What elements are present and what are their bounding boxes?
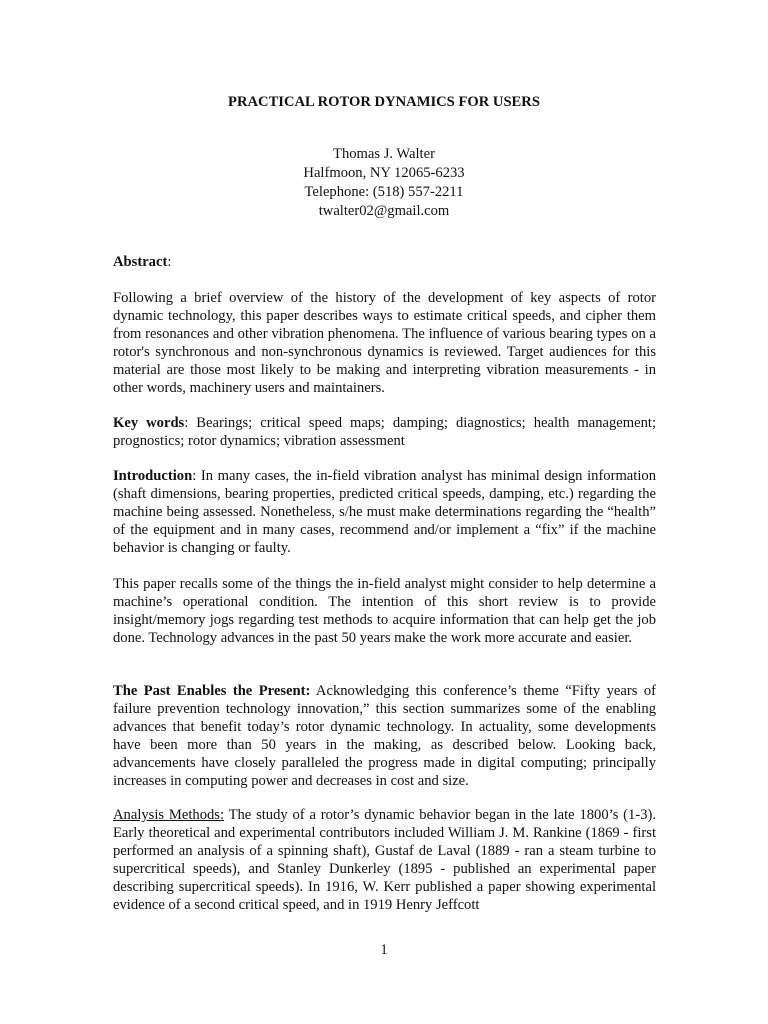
author-address: Halfmoon, NY 12065-6233 xyxy=(303,165,465,181)
author-email: twalter02@gmail.com xyxy=(318,203,450,219)
analysis-methods-label: Analysis Methods: xyxy=(113,807,225,823)
analysis-methods-paragraph xyxy=(113,806,656,914)
introduction-paragraph xyxy=(113,467,656,557)
introduction-text: : In many cases, the in-field vibration analyst has minimal design information (shaft dimensions, bearing properties, predicted critical speeds, damping, etc.) regarding the machine being assessed. Nonetheless, s/he must make determinations regarding the “health” of the equipment and in many cases, recommend and/or implement a “fix” if the machine behavior is changing or faulty. xyxy=(113,468,656,556)
recall-paragraph: This paper recalls some of the things the in-field analyst might consider to help determine a machine’s operational condition. The intention of this short review is to provide insight/memory jogs regarding test methods to acquire information that can help get the job done. Technology advances in the past 50 years make the work more accurate and easier. xyxy=(113,576,656,646)
past-section-text: Acknowledging this conference’s theme “Fifty years of failure prevention technology innovation,” this section summarizes some of the enabling advances that benefit today’s rotor dynamic technology. In actuality, some developments have been more than 50 years in the making, as described below. Looking back, advancements have closely paralleled the progress made in digital computing; principally increases in computing power and decreases in cost and size. xyxy=(113,683,656,789)
abstract-heading xyxy=(113,253,171,271)
keywords-label: Key words xyxy=(113,415,185,431)
past-section-label: The Past Enables the Present: xyxy=(113,683,311,699)
past-section-paragraph xyxy=(113,682,656,790)
analysis-methods-text: The study of a rotor’s dynamic behavior began in the late 1800’s (1-3). Early theoretical and experimental contributors included William J. M. Rankine (1869 - first performed an analysis of a spinning shaft), Gustaf de Laval (1889 - ran a steam turbine to supercritical speeds), and Stanley Dunkerley (1895 - published an experimental paper describing supercritical speeds). In 1916, W. Kerr published a paper showing experimental evidence of a second critical speed, and in 1919 Henry Jeffcott xyxy=(113,807,657,913)
abstract-heading-colon: : xyxy=(167,254,172,270)
introduction-label: Introduction xyxy=(113,468,193,484)
keywords-text: : Bearings; critical speed maps; damping; diagnostics; health management; prognostics; rotor dynamics; vibration assessment xyxy=(113,415,656,449)
author-telephone: Telephone: (518) 557-2211 xyxy=(304,184,464,200)
keywords-paragraph xyxy=(113,414,656,450)
author-block xyxy=(0,145,768,221)
paper-title: PRACTICAL ROTOR DYNAMICS FOR USERS xyxy=(228,94,540,110)
author-name: Thomas J. Walter xyxy=(333,146,435,162)
page-number: 1 xyxy=(380,942,388,958)
abstract-paragraph: Following a brief overview of the history of the development of key aspects of rotor dynamic technology, this paper describes ways to estimate critical speeds, and cipher them from resonances and other vibration phenomena. The influence of various bearing types on a rotor's synchronous and non-synchronous dynamics is reviewed. Target audiences for this material are those most likely to be making and interpreting vibration measurements - in other words, machinery users and maintainers. xyxy=(113,290,656,396)
abstract-heading-label: Abstract xyxy=(113,254,168,270)
